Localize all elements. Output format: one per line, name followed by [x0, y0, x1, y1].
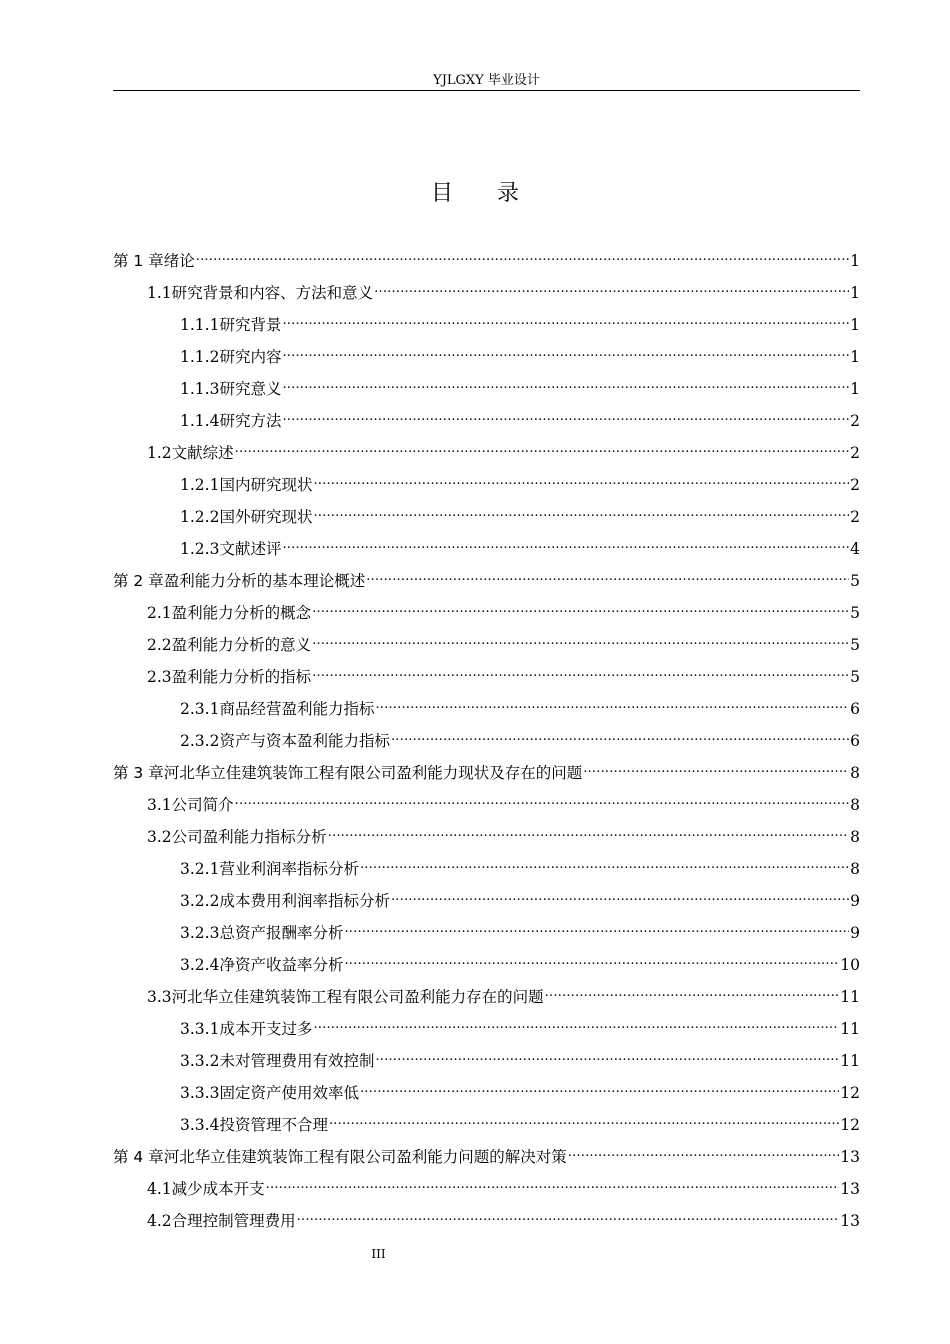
- toc-entry-number: 第 3 章: [113, 764, 164, 782]
- toc-entry-page: 13: [840, 1180, 860, 1198]
- toc-entry-number: 1.2.1: [180, 476, 220, 494]
- toc-leader-dots: [344, 945, 839, 977]
- toc-leader-dots: [196, 241, 849, 273]
- toc-entry-number: 1.1.3: [180, 380, 220, 398]
- toc-entry-number: 1.2.3: [180, 540, 220, 558]
- toc-leader-dots: [282, 529, 849, 561]
- toc-entry-label: 河北华立佳建筑装饰工程有限公司盈利能力问题的解决对策: [163, 1148, 567, 1166]
- toc-entry-page: 8: [850, 860, 860, 878]
- toc-entry-number: 3.3.4: [180, 1116, 220, 1134]
- toc-leader-dots: [360, 1073, 839, 1105]
- toc-leader-dots: [374, 273, 849, 305]
- toc-entry-number: 1.1.4: [180, 412, 220, 430]
- toc-entry-number: 3.2.1: [180, 860, 220, 878]
- toc-entry-number: 3.3.2: [180, 1052, 220, 1070]
- toc-leader-dots: [391, 881, 849, 913]
- toc-entry-number: 3.2.2: [180, 892, 220, 910]
- toc-entry-label: 研究背景和内容、方法和意义: [171, 284, 374, 302]
- toc-leader-dots: [282, 337, 849, 369]
- toc-entry-label: 总资产报酬率分析: [219, 924, 344, 942]
- toc-entry-label: 公司简介: [171, 796, 234, 814]
- toc-entry-label: 研究意义: [219, 380, 282, 398]
- header-rule: [113, 90, 860, 91]
- toc-entry-page: 8: [850, 796, 860, 814]
- toc-entry-page: 9: [850, 892, 860, 910]
- toc-leader-dots: [328, 817, 849, 849]
- toc-leader-dots: [313, 465, 849, 497]
- toc-entry-page: 2: [850, 444, 860, 462]
- toc-entry-label: 公司盈利能力指标分析: [171, 828, 327, 846]
- toc-entry-page: 1: [850, 252, 860, 270]
- toc-entry-label: 河北华立佳建筑装饰工程有限公司盈利能力存在的问题: [171, 988, 544, 1006]
- toc-entry-page: 13: [840, 1212, 860, 1230]
- toc-entry-label: 盈利能力分析的意义: [171, 636, 312, 654]
- toc-entry-number: 3.2.4: [180, 956, 220, 974]
- toc-entry-number: 3.1: [147, 796, 172, 814]
- toc-entry-label: 国外研究现状: [219, 508, 313, 526]
- toc-leader-dots: [313, 1009, 839, 1041]
- toc-leader-dots: [282, 401, 849, 433]
- toc-leader-dots: [235, 785, 849, 817]
- toc-entry-page: 12: [840, 1116, 860, 1134]
- toc-entry-page: 1: [850, 284, 860, 302]
- toc-entry-number: 2.2: [147, 636, 172, 654]
- toc-entry-page: 6: [850, 700, 860, 718]
- toc-entry-label: 营业利润率指标分析: [219, 860, 359, 878]
- toc-entry-number: 3.3.1: [180, 1020, 220, 1038]
- toc-entry-number: 4.1: [147, 1180, 172, 1198]
- toc-leader-dots: [545, 977, 840, 1009]
- toc-entry-number: 第 1 章: [113, 252, 164, 270]
- toc-entry-number: 3.3: [147, 988, 172, 1006]
- toc-entry-number: 2.3.1: [180, 700, 220, 718]
- toc-entry-page: 1: [850, 380, 860, 398]
- toc-entry-label: 盈利能力分析的基本理论概述: [163, 572, 366, 590]
- toc-entry-label: 净资产收益率分析: [219, 956, 344, 974]
- toc-leader-dots: [366, 561, 849, 593]
- toc-entry-number: 3.2: [147, 828, 172, 846]
- toc-leader-dots: [282, 305, 849, 337]
- toc-leader-dots: [312, 593, 849, 625]
- toc-entry-number: 第 4 章: [113, 1148, 164, 1166]
- toc-leader-dots: [313, 497, 849, 529]
- toc-leader-dots: [568, 1137, 840, 1169]
- toc-leader-dots: [360, 849, 849, 881]
- toc-leader-dots: [391, 721, 849, 753]
- toc-leader-dots: [297, 1201, 840, 1233]
- toc-leader-dots: [312, 625, 849, 657]
- toc-entry-label: 未对管理费用有效控制: [219, 1052, 375, 1070]
- toc-entry-page: 2: [850, 476, 860, 494]
- toc-entry-label: 文献综述: [171, 444, 234, 462]
- toc-leader-dots: [329, 1105, 839, 1137]
- toc-leader-dots: [312, 657, 849, 689]
- toc-entry-page: 5: [850, 668, 860, 686]
- toc-entry-page: 5: [850, 636, 860, 654]
- toc-entry-page: 1: [850, 348, 860, 366]
- toc-entry-page: 13: [840, 1148, 860, 1166]
- toc-leader-dots: [583, 753, 849, 785]
- toc-entry-page: 12: [840, 1084, 860, 1102]
- toc-entry-page: 5: [850, 604, 860, 622]
- toc-entry-page: 2: [850, 412, 860, 430]
- toc-entry-page: 4: [850, 540, 860, 558]
- toc-entry-number: 3.3.3: [180, 1084, 220, 1102]
- toc-entry-label: 文献述评: [219, 540, 282, 558]
- toc-entry-label: 合理控制管理费用: [171, 1212, 296, 1230]
- toc-entry-page: 8: [850, 764, 860, 782]
- toc-entry-number: 2.3: [147, 668, 172, 686]
- toc-entry-label: 研究方法: [219, 412, 282, 430]
- toc-entry-page: 6: [850, 732, 860, 750]
- toc-leader-dots: [235, 433, 849, 465]
- toc-entry-number: 1.1: [147, 284, 172, 302]
- toc-entry-label: 盈利能力分析的概念: [171, 604, 312, 622]
- toc-entry-number: 第 2 章: [113, 572, 164, 590]
- toc-entry-label: 固定资产使用效率低: [219, 1084, 359, 1102]
- toc-entry-number: 1.2.2: [180, 508, 220, 526]
- toc-entry-page: 9: [850, 924, 860, 942]
- toc-entry-label: 减少成本开支: [171, 1180, 265, 1198]
- toc-entry-label: 资产与资本盈利能力指标: [219, 732, 390, 750]
- toc-leader-dots: [375, 1041, 839, 1073]
- toc-entry-page: 2: [850, 508, 860, 526]
- toc-entry-label: 国内研究现状: [219, 476, 313, 494]
- toc-entry-page: 11: [840, 988, 860, 1006]
- toc-entry-number: 1.1.2: [180, 348, 220, 366]
- toc-entry-number: 4.2: [147, 1212, 172, 1230]
- toc-entry-label: 投资管理不合理: [219, 1116, 328, 1134]
- toc-leader-dots: [375, 689, 849, 721]
- toc-entry-label: 商品经营盈利能力指标: [219, 700, 375, 718]
- toc-entry-page: 10: [840, 956, 860, 974]
- toc-leader-dots: [266, 1169, 840, 1201]
- toc-leader-dots: [344, 913, 849, 945]
- toc-entry-label: 盈利能力分析的指标: [171, 668, 312, 686]
- page-number: III: [371, 1247, 386, 1261]
- toc-entry-label: 研究内容: [219, 348, 282, 366]
- toc-title: 目录: [430, 181, 563, 206]
- toc-entry-number: 2.1: [147, 604, 172, 622]
- toc-entry-label: 研究背景: [219, 316, 282, 334]
- toc-entry-page: 8: [850, 828, 860, 846]
- toc-entry-page: 5: [850, 572, 860, 590]
- toc-entry-label: 河北华立佳建筑装饰工程有限公司盈利能力现状及存在的问题: [163, 764, 583, 782]
- toc-entry[interactable]: [113, 1205, 860, 1237]
- toc-entry-number: 1.2: [147, 444, 172, 462]
- toc-entry-number: 1.1.1: [180, 316, 220, 334]
- toc-entry-label: 绪论: [163, 252, 195, 270]
- toc-entry-page: 11: [840, 1052, 860, 1070]
- toc-entry-number: 3.2.3: [180, 924, 220, 942]
- toc-entry-label: 成本开支过多: [219, 1020, 313, 1038]
- toc-leader-dots: [282, 369, 849, 401]
- toc-entry-page: 1: [850, 316, 860, 334]
- toc-entry-page: 11: [840, 1020, 860, 1038]
- toc-entry-label: 成本费用利润率指标分析: [219, 892, 390, 910]
- table-of-contents: [113, 245, 860, 1237]
- toc-entry-number: 2.3.2: [180, 732, 220, 750]
- page-header: YJLGXY 毕业设计: [433, 73, 540, 88]
